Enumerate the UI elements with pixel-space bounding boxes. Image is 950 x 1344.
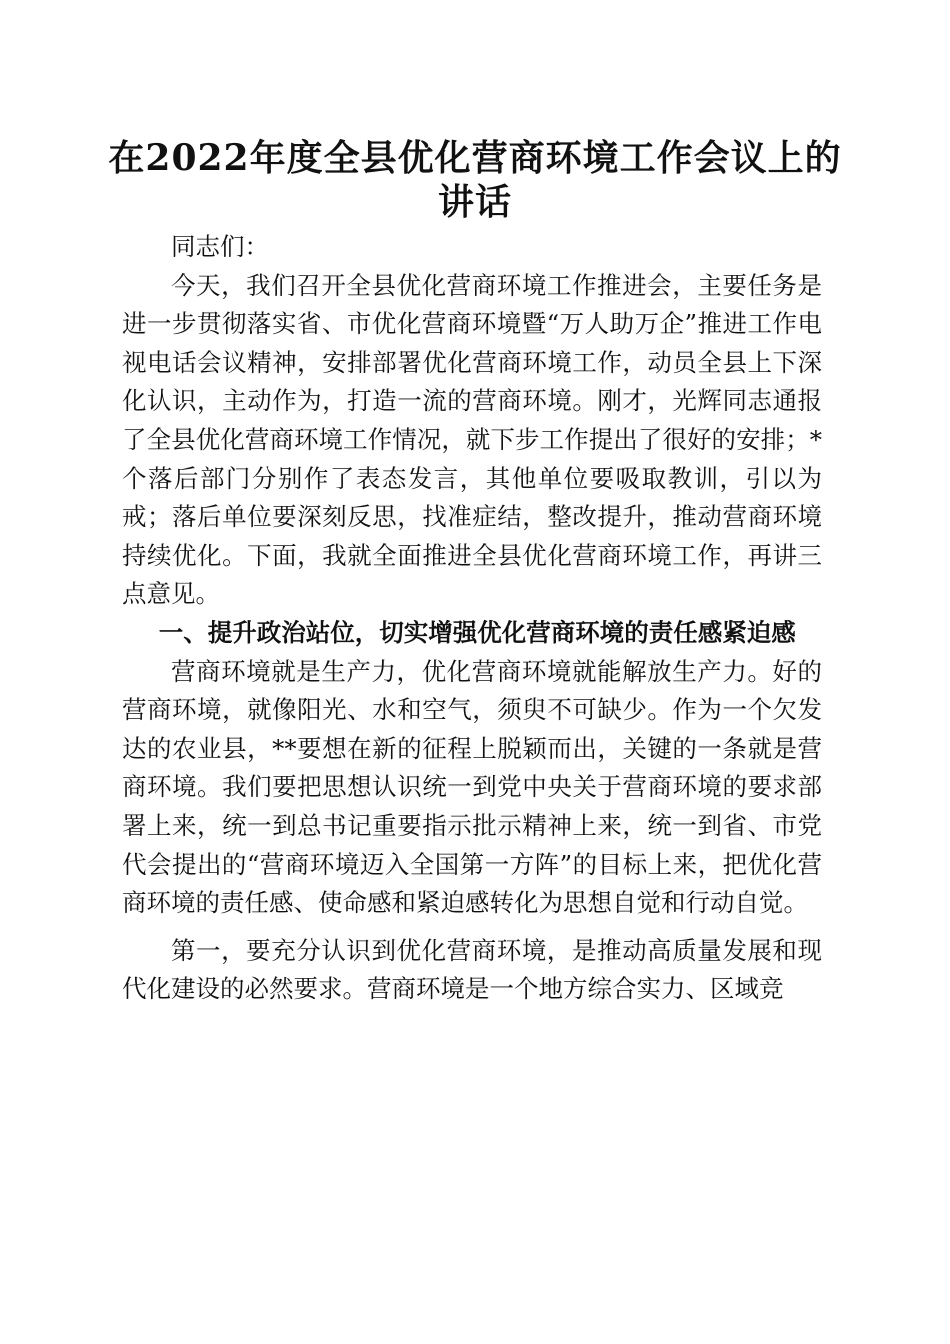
point-1-paragraph: 第一，要充分认识到优化营商环境，是推动高质量发展和现代化建设的必然要求。营商环境是一个地方综合实力、区域竞 [122,935,822,1004]
section-1-paragraph: 营商环境就是生产力，优化营商环境就能解放生产力。好的营商环境，就像阳光、水和空气，须臾不可缺少。作为一个欠发达的农业县，**要想在新的征程上脱颖而出，关键的一条就是营商环境。我们要把思想认识统一到党中央关于营商环境的要求部署上来，统一到总书记重要指示批示精神上来，统一到省、市党代会提出的“营商环境迈入全国第一方阵”的目标上来，把优化营商环境的责任感、使命感和紧迫感转化为思想自觉和行动自觉。 [122,656,822,918]
document-title: 在2022年度全县优化营商环境工作会议上的讲话 [108,137,842,223]
section-heading-1: 一、提升政治站位，切实增强优化营商环境的责任感紧迫感 [158,617,796,647]
intro-paragraph: 今天，我们召开全县优化营商环境工作推进会，主要任务是进一步贯彻落实省、市优化营商环境暨“万人助万企”推进工作电视电话会议精神，安排部署优化营商环境工作，动员全县上下深化认识，主动作为，打造一流的营商环境。刚才，光辉同志通报了全县优化营商环境工作情况，就下步工作提出了很好的安排；*个落后部门分别作了表态发言，其他单位要吸取教训，引以为戒；落后单位要深刻反思，找准症结，整改提升，推动营商环境持续优化。下面，我就全面推进全县优化营商环境工作，再讲三点意见。 [122,270,822,609]
salutation: 同志们： [171,232,269,261]
document-body [122,228,822,1009]
